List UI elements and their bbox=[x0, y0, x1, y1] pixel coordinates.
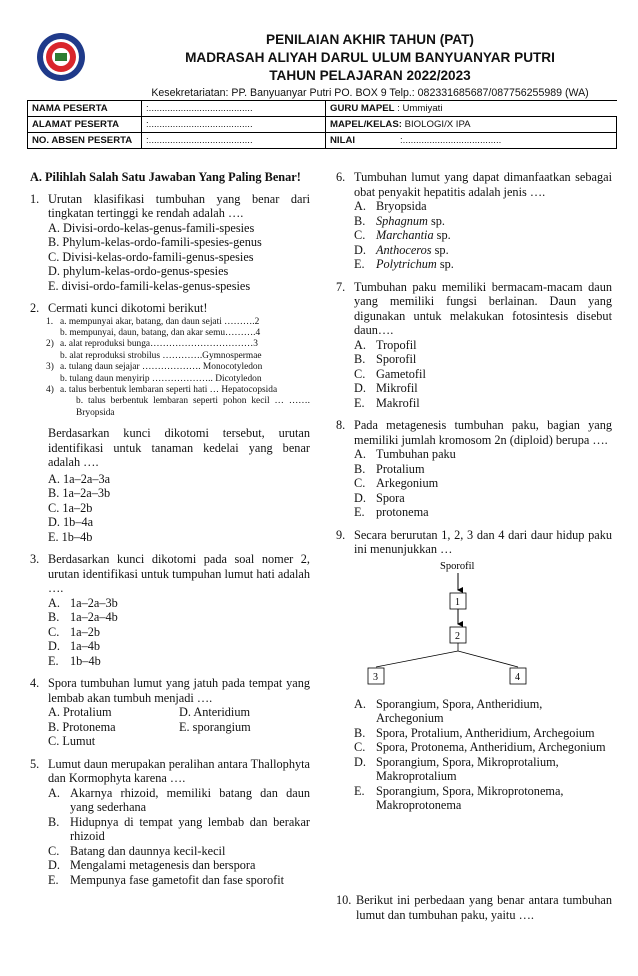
diagram-label-sporofil: Sporofil bbox=[440, 560, 475, 572]
q2-followup: Berdasarkan kunci dikotomi tersebut, urutan identifikasi untuk tanaman kedelai yang benar adalah …. bbox=[48, 426, 310, 470]
q6-text: Tumbuhan lumut yang dapat dimanfaatkan sebagai obat penyakit hepatitis adalah jenis …. bbox=[354, 170, 612, 199]
q4-option-b[interactable]: B. Protonema bbox=[48, 719, 116, 734]
option-letter: B. bbox=[48, 610, 60, 625]
q5-text: Lumut daun merupakan peralihan antara Thallophyta dan Kormophyta karena …. bbox=[48, 756, 310, 786]
fern-life-cycle-diagram bbox=[354, 557, 612, 697]
option-letter: D. bbox=[48, 639, 60, 654]
left-column bbox=[30, 170, 310, 895]
q10-text: Berikut ini perbedaan yang benar antara tumbuhan lumut dan tumbuhan paku, yaitu …. bbox=[356, 893, 612, 922]
q8-option-a[interactable] bbox=[354, 447, 612, 462]
key-line: a. alat reproduksi bunga……………………………3 bbox=[60, 339, 258, 350]
dichotomous-key bbox=[46, 317, 310, 420]
option-text: Spora, Protalium, Antheridium, Archegoium bbox=[376, 725, 595, 740]
q7-option-c[interactable] bbox=[354, 367, 612, 382]
q5-option-d[interactable] bbox=[48, 858, 310, 873]
q3-option-e[interactable] bbox=[48, 654, 310, 669]
option-letter: E. bbox=[354, 505, 365, 519]
q8-option-d[interactable] bbox=[354, 491, 612, 506]
key-step: 3) bbox=[46, 362, 54, 373]
option-letter: C. bbox=[354, 476, 366, 490]
question-4 bbox=[30, 676, 310, 749]
option-text: Tropofil bbox=[376, 337, 417, 352]
q7-option-a[interactable] bbox=[354, 338, 612, 353]
option-text: 1a–2b bbox=[70, 624, 101, 639]
alamat-label: ALAMAT PESERTA bbox=[28, 117, 142, 133]
nama-field[interactable]: :....................................... bbox=[142, 101, 326, 117]
option-text: Akarnya rhizoid, memiliki batang dan daun yang sederhana bbox=[70, 785, 310, 815]
question-7 bbox=[336, 280, 612, 411]
q2-text: Cermati kunci dikotomi berikut! bbox=[48, 301, 208, 315]
option-text: Protalium bbox=[376, 461, 425, 476]
q4-option-d[interactable]: D. Anteridium bbox=[179, 705, 251, 720]
q1-text: Urutan klasifikasi tumbuhan yang benar dari tingkatan tertinggi ke rendah adalah …. bbox=[48, 191, 310, 220]
key-line: b. mempunyai, daun, batang, dan akar semu……….4 bbox=[60, 327, 261, 338]
option-text: 1a–2a–4b bbox=[70, 610, 118, 625]
option-text: Makrofil bbox=[376, 395, 420, 410]
q3-option-a[interactable] bbox=[48, 596, 310, 611]
q2-number: 2. bbox=[30, 301, 40, 315]
question-10 bbox=[336, 893, 612, 922]
option-text: Gametofil bbox=[376, 366, 426, 381]
q2-option-c[interactable]: C. 1a–2b bbox=[48, 500, 93, 515]
q1-option-d[interactable]: D. phylum-kelas-ordo-genus-spesies bbox=[48, 264, 229, 278]
diagram-box-3: 3 bbox=[373, 671, 378, 683]
header-title-1: PENILAIAN AKHIR TAHUN (PAT) bbox=[266, 32, 474, 47]
option-letter: A. bbox=[354, 337, 366, 352]
q1-number: 1. bbox=[30, 191, 40, 206]
alamat-field[interactable]: :....................................... bbox=[142, 117, 326, 133]
option-letter: D. bbox=[354, 754, 366, 769]
q7-text: Tumbuhan paku memiliki bermacam-macam daun yang memiliki fungsi berlainan. Daun yang digunakan untuk melakukan fotosintesis disebut daun…. bbox=[354, 279, 612, 337]
student-info-table bbox=[27, 100, 617, 149]
option-suffix: sp. bbox=[433, 228, 451, 242]
option-suffix: sp. bbox=[427, 213, 446, 228]
key-step: 4) bbox=[46, 384, 54, 395]
option-letter: E. bbox=[354, 257, 365, 271]
key-line: b. tulang daun menyirip ……………….. Dicotyledon bbox=[60, 373, 262, 384]
q8-text: Pada metagenesis tumbuhan paku, bagian yang memiliki jumlah kromosom 2n (diploid) berupa …. bbox=[354, 418, 612, 447]
q2-option-a[interactable]: A. 1a–2a–3a bbox=[48, 471, 111, 486]
q6-option-a[interactable] bbox=[354, 199, 612, 214]
option-letter: D. bbox=[354, 381, 366, 395]
q2-option-b[interactable]: B. 1a–2a–3b bbox=[48, 486, 111, 501]
key-line: a. mempunyai akar, batang, dan daun sejati ……….2 bbox=[60, 316, 260, 327]
option-text: Polytrichum bbox=[376, 257, 437, 271]
q9-option-b[interactable] bbox=[354, 726, 612, 741]
q9-option-d[interactable] bbox=[354, 755, 612, 784]
option-letter: E. bbox=[354, 783, 365, 798]
q9-number: 9. bbox=[336, 527, 346, 542]
absen-label: NO. ABSEN PESERTA bbox=[28, 133, 142, 149]
option-text: Arkegonium bbox=[376, 476, 439, 490]
option-suffix: sp. bbox=[431, 242, 449, 257]
option-text: Spora bbox=[376, 490, 405, 505]
option-letter: B. bbox=[354, 725, 366, 740]
option-letter: A. bbox=[354, 447, 366, 461]
nilai-label: NILAI bbox=[330, 135, 356, 146]
option-text: protonema bbox=[376, 505, 429, 519]
option-letter: B. bbox=[48, 814, 60, 829]
option-text: Marchantia bbox=[376, 228, 434, 242]
q3-number: 3. bbox=[30, 552, 40, 567]
mapel-value: BIOLOGI/X IPA bbox=[401, 119, 471, 130]
option-text: Sporofil bbox=[376, 352, 417, 366]
q9-option-c[interactable] bbox=[354, 740, 612, 755]
option-letter: E. bbox=[48, 872, 59, 887]
q2-option-e[interactable]: E. 1b–4b bbox=[48, 529, 93, 544]
option-text: Batang dan daunnya kecil-kecil bbox=[70, 843, 226, 858]
q8-number: 8. bbox=[336, 418, 346, 432]
q3-option-b[interactable] bbox=[48, 610, 310, 625]
header-address: Kesekretariatan: PP. Banyuanyar Putri PO. BOX 9 Telp.: 082331685687/087756255989 (WA) bbox=[151, 87, 589, 99]
option-letter: C. bbox=[354, 366, 366, 381]
q1-option-e[interactable]: E. divisi-ordo-famili-kelas-genus-spesies bbox=[48, 278, 251, 293]
absen-field[interactable]: :....................................... bbox=[142, 133, 326, 149]
q7-option-e[interactable] bbox=[354, 396, 612, 411]
q6-option-e[interactable] bbox=[354, 257, 612, 272]
option-letter: B. bbox=[354, 461, 366, 476]
q6-option-c[interactable] bbox=[354, 228, 612, 243]
option-text: Spora, Protonema, Antheridium, Archegonium bbox=[376, 740, 606, 754]
q6-number: 6. bbox=[336, 170, 346, 184]
q6-option-d[interactable] bbox=[354, 243, 612, 258]
diagram-box-4: 4 bbox=[515, 671, 520, 683]
q5-number: 5. bbox=[30, 756, 40, 771]
right-column bbox=[336, 170, 612, 821]
q4-number: 4. bbox=[30, 676, 40, 691]
option-letter: D. bbox=[48, 858, 60, 873]
option-letter: A. bbox=[354, 199, 366, 213]
option-text: Mempunya fase gametofit dan fase sporofit bbox=[70, 872, 285, 887]
q2-option-d[interactable]: D. 1b–4a bbox=[48, 515, 94, 530]
q7-option-d[interactable] bbox=[354, 381, 612, 396]
q5-option-b[interactable] bbox=[48, 815, 310, 844]
guru-label: GURU MAPEL bbox=[330, 103, 395, 114]
q5-option-c[interactable] bbox=[48, 844, 310, 859]
nilai-field[interactable]: :..................................... bbox=[400, 135, 502, 146]
section-title: A. Pilihlah Salah Satu Jawaban Yang Paling Benar! bbox=[30, 170, 301, 184]
q5-option-a[interactable] bbox=[48, 786, 310, 815]
key-line: b. alat reproduksi strobilus ………….Gymnospermae bbox=[60, 350, 262, 361]
option-text: 1b–4b bbox=[70, 653, 101, 668]
option-text: 1a–4b bbox=[70, 639, 101, 654]
header-title-2: MADRASAH ALIYAH DARUL ULUM BANYUANYAR PUTRI bbox=[185, 50, 555, 65]
q4-option-e[interactable]: E. sporangium bbox=[179, 719, 251, 734]
question-6 bbox=[336, 170, 612, 272]
option-text: Sphagnum bbox=[376, 213, 428, 228]
option-text: Tumbuhan paku bbox=[376, 447, 456, 461]
key-line: a. talus berbentuk lembaran seperti hati … Hepatocopsida bbox=[60, 384, 278, 395]
option-text: 1a–2a–3b bbox=[70, 595, 118, 610]
option-letter: A. bbox=[48, 595, 60, 610]
q8-option-c[interactable] bbox=[354, 476, 612, 491]
q7-number: 7. bbox=[336, 279, 346, 294]
q7-option-b[interactable] bbox=[354, 352, 612, 367]
q6-option-b[interactable] bbox=[354, 214, 612, 229]
q4-option-c[interactable]: C. Lumut bbox=[48, 734, 96, 749]
q8-option-b[interactable] bbox=[354, 462, 612, 477]
question-3 bbox=[30, 552, 310, 668]
option-text: Sporangium, Spora, Antheridium, Archegonium bbox=[376, 696, 543, 725]
option-letter: C. bbox=[354, 740, 366, 754]
key-line: b. talus berbentuk lembaran seperti pohon kecil … ……. Bryopsida bbox=[76, 396, 310, 418]
q9-text: Secara berurutan 1, 2, 3 dan 4 dari daur hidup paku ini menunjukkan … bbox=[354, 527, 612, 556]
q3-option-d[interactable] bbox=[48, 639, 310, 654]
q4-option-a[interactable]: A. Protalium bbox=[48, 705, 112, 720]
q9-option-a[interactable] bbox=[354, 697, 612, 726]
q9-option-e[interactable] bbox=[354, 784, 612, 813]
option-text: Anthoceros bbox=[376, 242, 432, 257]
option-letter: A. bbox=[48, 785, 60, 800]
option-letter: D. bbox=[354, 490, 366, 505]
header-title-3: TAHUN PELAJARAN 2022/2023 bbox=[269, 68, 471, 83]
option-letter: D. bbox=[354, 242, 366, 257]
question-1 bbox=[30, 192, 310, 294]
option-letter: E. bbox=[48, 653, 59, 668]
diagram-box-2: 2 bbox=[455, 630, 460, 642]
option-text: Mikrofil bbox=[376, 381, 418, 395]
key-line: a. tulang daun sejajar ………………. Monocotyledon bbox=[60, 362, 263, 373]
option-text: Bryopsida bbox=[376, 199, 427, 213]
q3-option-c[interactable] bbox=[48, 625, 310, 640]
option-letter: E. bbox=[354, 395, 365, 410]
key-step: 1. bbox=[46, 316, 54, 327]
option-letter: C. bbox=[48, 624, 60, 639]
q10-number: 10. bbox=[336, 893, 352, 907]
question-5 bbox=[30, 757, 310, 888]
nama-label: NAMA PESERTA bbox=[28, 101, 142, 117]
option-suffix: sp. bbox=[436, 257, 454, 271]
key-step: 2) bbox=[46, 339, 54, 350]
question-8 bbox=[336, 418, 612, 520]
school-logo-icon bbox=[36, 32, 86, 82]
option-text: Hidupnya di tempat yang lembab dan berakar rhizoid bbox=[70, 814, 310, 844]
q1-option-a[interactable]: A. Divisi-ordo-kelas-genus-famili-spesies bbox=[48, 220, 255, 235]
q1-option-c[interactable]: C. Divisi-kelas-ordo-famili-genus-spesies bbox=[48, 249, 254, 264]
q1-option-b[interactable]: B. Phylum-kelas-ordo-famili-spesies-genus bbox=[48, 235, 262, 249]
option-text: Sporangium, Spora, Mikroprotalium, Makroprotalium bbox=[376, 754, 559, 783]
diagram-box-1: 1 bbox=[455, 596, 460, 608]
option-text: Sporangium, Spora, Mikroprotonema, Makroprotonema bbox=[376, 783, 564, 812]
option-letter: B. bbox=[354, 352, 366, 366]
q3-text: Berdasarkan kunci dikotomi pada soal nomer 2, urutan identifikasi untuk tumpuhan lumut hati adalah …. bbox=[48, 552, 310, 596]
option-text: Mengalami metagenesis dan berspora bbox=[70, 858, 256, 873]
exam-header bbox=[0, 0, 638, 100]
diagram-lines bbox=[354, 557, 612, 697]
question-2 bbox=[30, 301, 310, 544]
option-letter: C. bbox=[48, 843, 60, 858]
option-letter: B. bbox=[354, 213, 366, 228]
q5-option-e[interactable] bbox=[48, 873, 310, 888]
q8-option-e[interactable] bbox=[354, 505, 612, 520]
option-letter: A. bbox=[354, 696, 366, 711]
question-9 bbox=[336, 528, 612, 813]
option-letter: C. bbox=[354, 228, 366, 242]
guru-value: : Ummiyati bbox=[394, 103, 443, 114]
mapel-label: MAPEL/KELAS: bbox=[330, 119, 402, 130]
q4-text: Spora tumbuhan lumut yang jatuh pada tempat yang lembab akan tumbuh menjadi …. bbox=[48, 676, 310, 705]
